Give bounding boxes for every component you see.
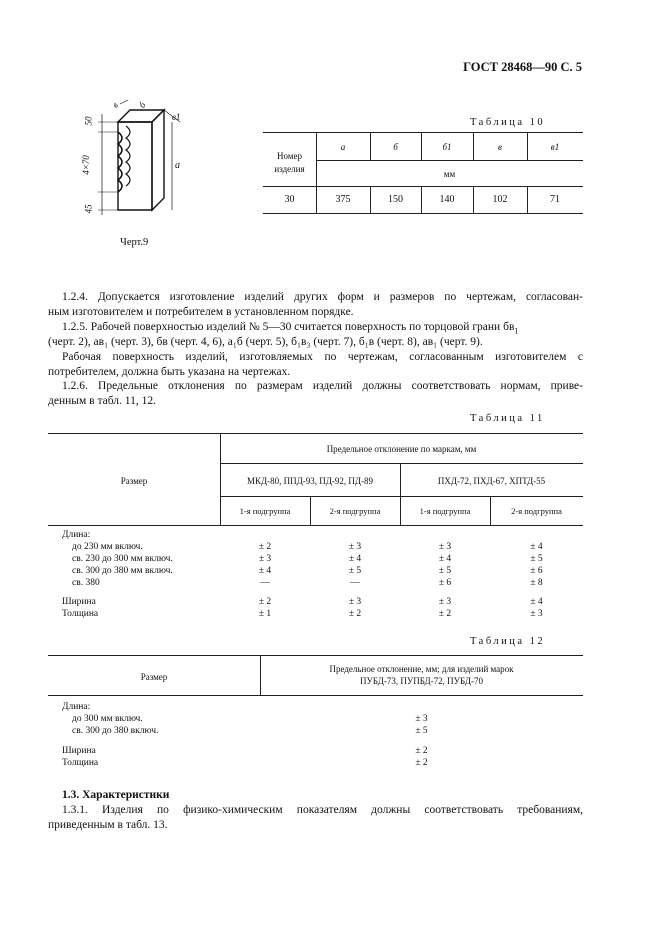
table12-caption: Таблица 12 <box>470 636 546 647</box>
table11-cell: ± 4 <box>258 566 272 576</box>
section-1-3-heading: 1.3. Характеристики <box>62 789 170 801</box>
table12-row-label: Ширина <box>62 746 96 756</box>
table11-cell: ± 3 <box>348 597 362 607</box>
dim-middle-label: 4×70 <box>80 155 91 175</box>
table11-cell: ± 6 <box>530 566 543 576</box>
table11-cell: ± 2 <box>258 597 272 607</box>
table10-unit: мм <box>443 169 456 179</box>
table10-cell: 375 <box>335 194 351 205</box>
table11-group-header: Предельное отклонение по маркам, мм <box>326 444 477 454</box>
para-1-2-5-line2: (черт. 2), ав₁ (черт. 3), бв (черт. 4, 6), а₁б (черт. 5), б₁в₃ (черт. 7), б₁в (черт. 8), ав₁ (черт. 9). <box>48 336 483 348</box>
table11-cell: ± 3 <box>438 597 452 607</box>
table10-cell: 140 <box>439 194 455 205</box>
figure-caption: Черт.9 <box>120 237 149 248</box>
dim-a-label: а <box>175 160 180 171</box>
table10-col-v1: в1 <box>550 142 560 152</box>
table12-header-line2: ПУБД-73, ПУПБД-72, ПУБД-70 <box>360 676 483 686</box>
table11-cell: ± 2 <box>348 609 362 619</box>
table10-col-a: а <box>340 142 346 152</box>
para-1-2-4-line2: ным изготовителем и потребителем в установленном порядке. <box>48 306 354 318</box>
table11-cell: ± 6 <box>438 578 452 588</box>
table10-cell: 102 <box>492 194 508 205</box>
table11-subgroup-header: 1-я подгруппа <box>239 506 291 516</box>
table10-col0-header: Номер изделия <box>274 151 305 174</box>
dim-b6-label: б <box>136 100 148 110</box>
table11-cell: ± 3 <box>530 609 543 619</box>
table11-row-label: Толщина <box>62 609 99 619</box>
para-1-3-1-line1: 1.3.1. Изделия по физико-химическим показателям должны соответствовать требованиям, <box>62 804 583 816</box>
dim-b1-label: в1 <box>172 112 181 122</box>
table11-row-label: до 230 мм включ. <box>72 542 143 552</box>
table12-cell: ± 3 <box>415 714 428 724</box>
table11-cell: ± 1 <box>258 609 272 619</box>
table11-cell: ± 2 <box>258 542 272 552</box>
table11-cell: ± 4 <box>530 597 543 607</box>
table10-cell: 30 <box>284 194 295 205</box>
para-work-surface-line2: потребителем, должна быть указана на чертежах. <box>48 366 291 378</box>
table11-cell: ± 5 <box>348 566 362 576</box>
table10-col-b61: б1 <box>442 142 452 152</box>
table11-row-label: св. 380 <box>72 578 100 588</box>
table11-subgroup-header: 2-я подгруппа <box>329 506 381 516</box>
table11-cell: ± 3 <box>348 542 362 552</box>
table11-cell: ± 3 <box>258 554 272 564</box>
table10-cell: 150 <box>388 194 403 205</box>
para-1-2-6-line2: денным в табл. 11, 12. <box>48 395 156 407</box>
table11-cell: ± 4 <box>438 554 452 564</box>
table11-cell: ± 5 <box>438 566 452 576</box>
dim-bottom-label: 45 <box>83 204 94 214</box>
table12-row-label: св. 300 до 380 включ. <box>72 726 159 736</box>
table12-cell: ± 2 <box>415 758 428 768</box>
para-1-2-4-line1: 1.2.4. Допускается изготовление изделий других форм и размеров по чертежам, согласован- <box>62 291 583 303</box>
table11-row-label: Длина: <box>62 530 91 540</box>
page-header: ГОСТ 28468—90 С. 5 <box>463 60 582 74</box>
dim-b-label: в <box>109 100 121 110</box>
table11-brand2-header: ПХД-72, ПХД-67, ХПТД-55 <box>437 476 546 486</box>
table12-row-label: Длина: <box>62 702 91 712</box>
table11-cell: ± 5 <box>530 554 543 564</box>
table12-cell: ± 2 <box>415 746 428 756</box>
table10-col-b6: б <box>393 142 398 152</box>
table11-row-label: св. 230 до 300 мм включ. <box>72 554 173 564</box>
table11-subgroup-header: 1-я подгруппа <box>419 506 471 516</box>
table11-cell: — <box>260 578 270 588</box>
table10-cell: 71 <box>550 194 560 205</box>
table11-subgroup-header: 2-я подгруппа <box>511 506 562 516</box>
para-work-surface-line1: Рабочая поверхность изделий, изготовляемых по чертежам, согласованным изготовителем с <box>62 351 583 363</box>
table11-cell: ± 4 <box>348 554 362 564</box>
table11-size-header: Размер <box>120 476 148 486</box>
para-1-2-5-line1: 1.2.5. Рабочей поверхностью изделий № 5—30 считается поверхность по торцовой грани $бв_1$ <box>62 321 519 336</box>
table11-cell: ± 3 <box>438 542 452 552</box>
table10-col-v: в <box>498 142 502 152</box>
table11-row-label: св. 300 до 380 мм включ. <box>72 566 173 576</box>
table11-cell: — <box>350 578 360 588</box>
para-1-3-1-line2: приведенным в табл. 13. <box>48 819 168 831</box>
table12-size-header: Размер <box>140 672 168 682</box>
table11-caption: Таблица 11 <box>470 413 545 424</box>
table11-cell: ± 8 <box>530 578 543 588</box>
dim-top-label: 50 <box>83 116 94 126</box>
table12-header-line1: Предельное отклонение, мм; для изделий марок <box>329 664 514 674</box>
table11-cell: ± 4 <box>530 542 543 552</box>
table12-cell: ± 5 <box>415 726 428 736</box>
table10-caption: Таблица 10 <box>470 117 546 128</box>
table11-row-label: Ширина <box>62 597 96 607</box>
table12-row-label: Толщина <box>62 758 99 768</box>
para-1-2-6-line1: 1.2.6. Предельные отклонения по размерам изделий должны соответствовать нормам, приве- <box>62 380 583 392</box>
table11-brand1-header: МКД-80, ППД-93, ПД-92, ПД-89 <box>246 476 374 486</box>
table12-row-label: до 300 мм включ. <box>72 714 143 724</box>
table11-cell: ± 2 <box>438 609 452 619</box>
